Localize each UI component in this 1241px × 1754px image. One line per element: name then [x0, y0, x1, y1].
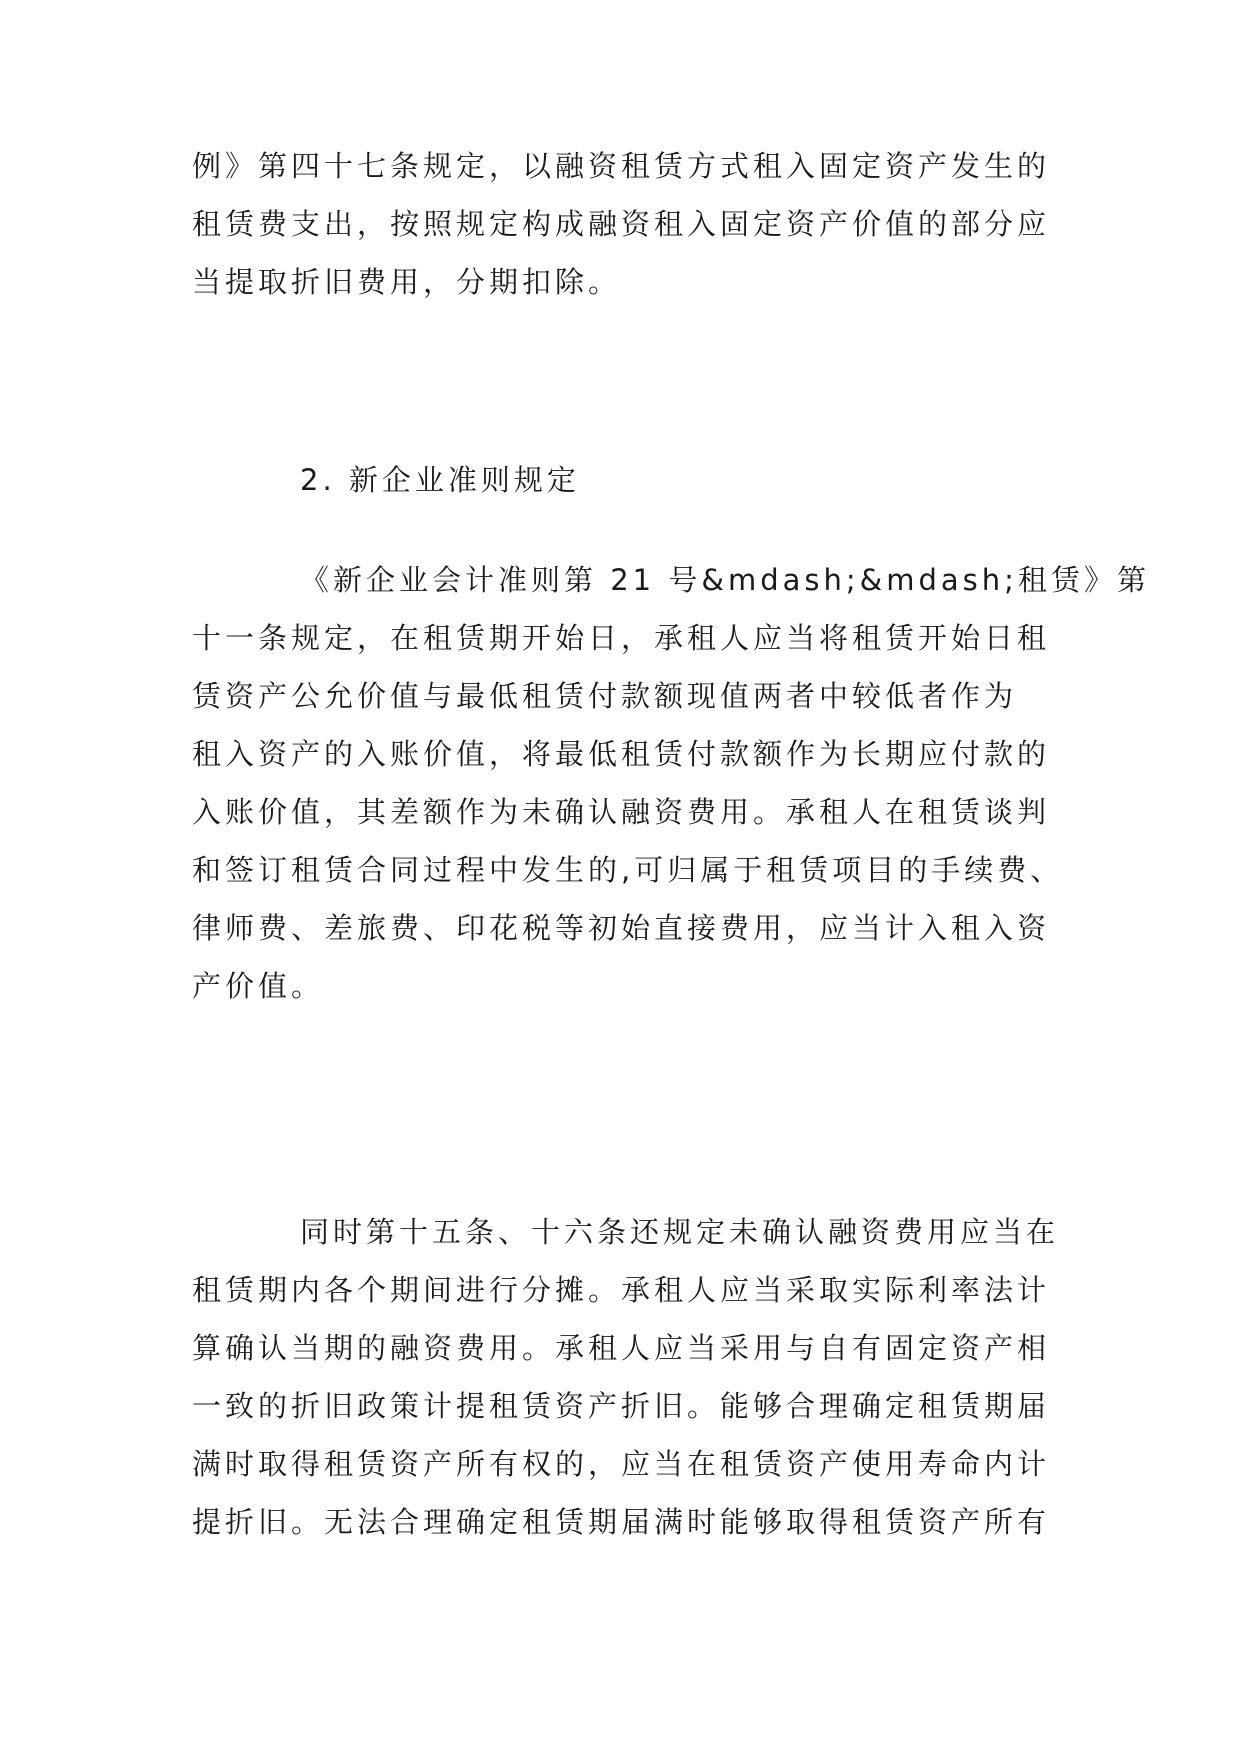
paragraph-line: 和签订租赁合同过程中发生的,可归属于租赁项目的手续费、 [192, 853, 1064, 887]
paragraph-line: 《新企业会计准则第 21 号&mdash;&mdash;租赁》第 [300, 563, 1150, 597]
paragraph-line: 租赁期内各个期间进行分摊。承租人应当采取实际利率法计 [192, 1273, 1051, 1307]
section-heading: 2. 新企业准则规定 [300, 463, 580, 497]
paragraph-line: 律师费、差旅费、印花税等初始直接费用，应当计入租入资 [192, 911, 1051, 945]
paragraph-line: 同时第十五条、十六条还规定未确认融资费用应当在 [300, 1215, 1060, 1249]
paragraph-line: 提折旧。无法合理确定租赁期届满时能够取得租赁资产所有 [192, 1505, 1051, 1539]
standard-paragraph [192, 551, 1150, 1015]
paragraph-line: 例》第四十七条规定，以融资租赁方式租入固定资产发生的 [192, 149, 1051, 183]
paragraph-line: 算确认当期的融资费用。承租人应当采用与自有固定资产相 [192, 1331, 1051, 1365]
paragraph-line: 满时取得租赁资产所有权的，应当在租赁资产使用寿命内计 [192, 1447, 1051, 1481]
paragraph-line: 一致的折旧政策计提租赁资产折旧。能够合理确定租赁期届 [192, 1389, 1051, 1423]
paragraph-line: 赁资产公允价值与最低租赁付款额现值两者中较低者作为 [192, 679, 1018, 713]
paragraph-line: 当提取折旧费用，分期扣除。 [192, 265, 622, 299]
paragraph-line: 十一条规定，在租赁期开始日，承租人应当将租赁开始日租 [192, 621, 1051, 655]
intro-paragraph [192, 137, 1052, 311]
amortization-paragraph [192, 1203, 1060, 1551]
paragraph-line: 入账价值，其差额作为未确认融资费用。承租人在租赁谈判 [192, 795, 1051, 829]
paragraph-line: 租赁费支出，按照规定构成融资租入固定资产价值的部分应 [192, 207, 1051, 241]
paragraph-line: 租入资产的入账价值，将最低租赁付款额作为长期应付款的 [192, 737, 1051, 771]
paragraph-line: 产价值。 [192, 969, 325, 1003]
